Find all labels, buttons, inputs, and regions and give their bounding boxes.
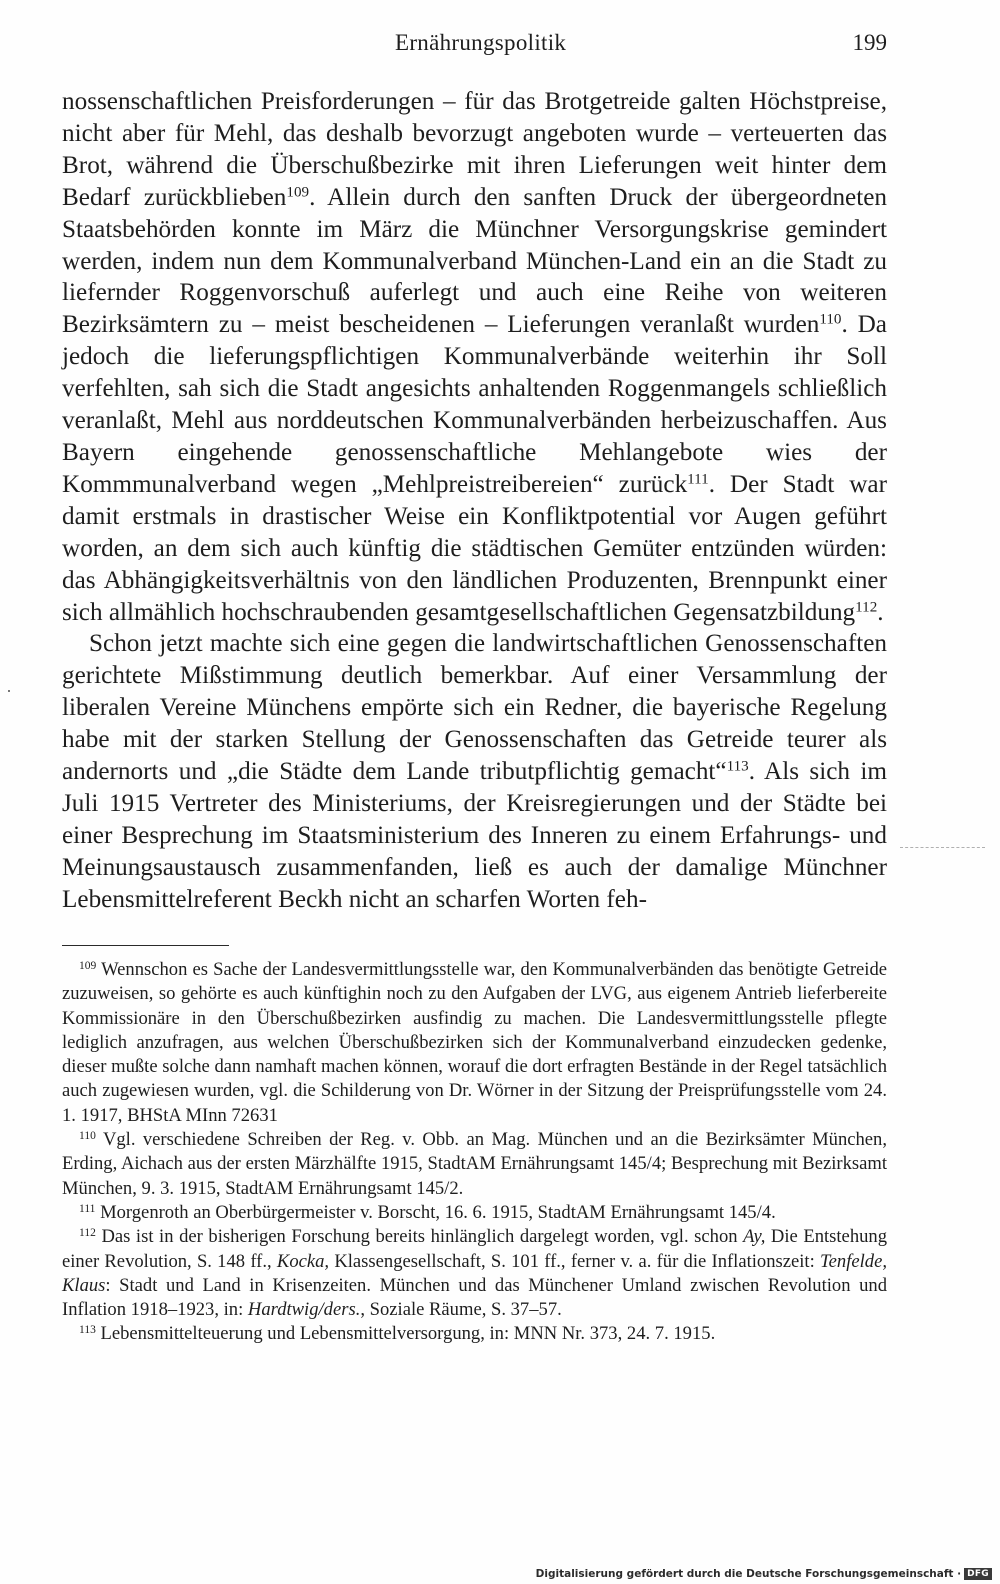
digitization-banner: [536, 1568, 992, 1580]
footnote-ref: 111: [687, 471, 709, 488]
text-run: nossenschaftlichen Preisforderungen – für das Brotgetreide galten Höchstpreise, nicht aber für Mehl, das deshalb bevorzugt angeboten wurde – verteuerten das Brot, während die Überschußbezirke mit ihren Lieferungen weit hinter dem Bedarf zurückblieben: [62, 88, 887, 211]
footnote-text: Die Entstehung einer Revolution, S. 148 ff.,: [62, 1226, 888, 1272]
footnotes: [62, 958, 887, 1347]
footnote-number: 113: [79, 1324, 96, 1337]
footnote-text: : Stadt und Land in Krisenzeiten. München und das Münchener Umland zwischen Revolution und Inflation 1918–1923, in:: [62, 1274, 887, 1321]
footnote-text: Das ist in der bisherigen Forschung bereits hinlänglich dargelegt worden, vgl. schon: [101, 1226, 744, 1248]
author-name: Tenfelde, Klaus: [62, 1250, 887, 1296]
footnote-text: Lebensmittelteuerung und Lebensmittelversorgung, in: MNN Nr. 373, 24. 7. 1915.: [100, 1323, 716, 1345]
footnote-number: 110: [79, 1130, 96, 1143]
footnote: [62, 1225, 887, 1322]
footnote-number: 112: [79, 1227, 96, 1240]
footnote: [62, 1322, 887, 1346]
footnote-text: , Soziale Räume, S. 37–57.: [360, 1299, 562, 1321]
text-run: . Als sich im Juli 1915 Vertreter des Ministeriums, der Kreisregierungen und der Städte bei einer Besprechung im Staatsministerium des Inneren zu einem Erfahrungs- und Meinungsaustausch zusammenfanden, ließ es auch der damalige Münchner Lebensmittelreferent Beckh nicht an scharfen Worten feh-: [62, 758, 887, 913]
text-run: . Allein durch den sanften Druck der übergeordneten Staatsbehörden konnte im März die Münchner Versorgungskrise gemindert werden, indem nun dem Kommunalverband München-Land ein an die Stadt zu liefernder Roggenvorschuß auferlegt und auch eine Reihe von weiteren Bezirksämtern zu – meist bescheidenen – Lieferungen veranlaßt wurden: [62, 183, 887, 339]
footnote-text: Wennschon es Sache der Landesvermittlungsstelle war, den Kommunalverbänden das benötigte Getreide zuzuweisen, so gehörte es auch künftighin noch zu den Aufgaben der LVG, aus eigenem Antrieb lieferbereite Kommissionäre in den Überschußbezirken ausfindig zu machen. Die Landesvermittlungsstelle pflegte lediglich anzufragen, aus welchen Überschußbezirken sich der Kommunalverband einzudecken gedenke, dieser mußte solche dann namhaft machen können, worauf die dort erfragten Bestände in der Regel tatsächlich auch zugewiesen wurden, vgl. die Schilderung von Dr. Wörner in der Sitzung der Preisprüfungsstelle vom 24. 1. 1917, BHStA MInn 72631: [62, 959, 888, 1126]
footnote-ref: 110: [819, 312, 842, 329]
author-name: Kocka,: [276, 1250, 330, 1272]
text-run: . Da jedoch die lieferungspflichtigen Kommunalverbände weiterhin ihr Soll verfehlten, sah sich die Stadt angesichts anhaltenden Roggenmangels schließlich veranlaßt, Mehl aus norddeutschen Kommunalverbänden herbeizuschaffen. Aus Bayern eingehende genossenschaftliche Mehlangebote wies der Kommmunalverband wegen „Mehlpreistreibereien“ zurück: [62, 311, 887, 498]
scan-artifact-dot: [8, 690, 10, 692]
scan-artifact-line: [900, 847, 985, 848]
footnote: [62, 1201, 887, 1225]
footnote-ref: 109: [286, 184, 310, 201]
footnote-number: 109: [79, 960, 97, 973]
text-run: Schon jetzt machte sich eine gegen die landwirtschaftlichen Genossenschaften gerichtete Mißstimmung deutlich bemerkbar. Auf einer Versammlung der liberalen Vereine Münchens empörte sich ein Redner, die bayerische Regelung habe mit der starken Stellung der Genossenschaften das Getreide teurer als andernorts und „die Städte dem Lande tributpflichtig gemacht“: [62, 630, 887, 786]
paragraph: [62, 86, 887, 628]
running-title: Ernährungspolitik: [395, 30, 567, 55]
author-name: Ay,: [743, 1226, 766, 1248]
footnote: [62, 1128, 887, 1201]
main-text: [62, 86, 887, 916]
text-run: . Der Stadt war damit erstmals in drastischer Weise ein Konfliktpotential vor Augen geführt worden, an dem sich auch künftig die städtischen Gemüter entzünden würden: das Abhängigkeitsverhältnis von den ländlichen Produzenten, Brennpunkt einer sich allmählich hochschraubenden gesamtgesellschaftlichen Gegensatzbildung: [62, 470, 888, 626]
author-name: Hardtwig/ders.: [247, 1299, 361, 1321]
footnote-text: Vgl. verschiedene Schreiben der Reg. v. Obb. an Mag. München und an die Bezirksämter München, Erding, Aichach aus der ersten Märzhälfte 1915, StadtAM Ernährungsamt 145/4; Besprechung mit Bezirksamt München, 9. 3. 1915, StadtAM Ernährungsamt 145/2.: [62, 1129, 888, 1199]
footnote-ref: 112: [855, 599, 878, 616]
footnote-text: Klassengesellschaft, S. 101 ff., ferner v. a. für die Inflationszeit:: [329, 1250, 821, 1272]
paragraph: [62, 628, 887, 915]
page-number: 199: [852, 30, 887, 55]
dfg-logo: DFG: [964, 1568, 992, 1580]
footnote-ref: 113: [726, 758, 749, 775]
footnote: [62, 958, 887, 1128]
footnote-text: Morgenroth an Oberbürgermeister v. Borscht, 16. 6. 1915, StadtAM Ernährungsamt 145/4.: [100, 1201, 776, 1223]
footnote-number: 111: [79, 1203, 96, 1216]
footnote-divider: [62, 945, 229, 946]
text-run: .: [877, 598, 884, 626]
banner-text: Digitalisierung gefördert durch die Deutsche Forschungsgemeinschaft ·: [535, 1568, 962, 1580]
